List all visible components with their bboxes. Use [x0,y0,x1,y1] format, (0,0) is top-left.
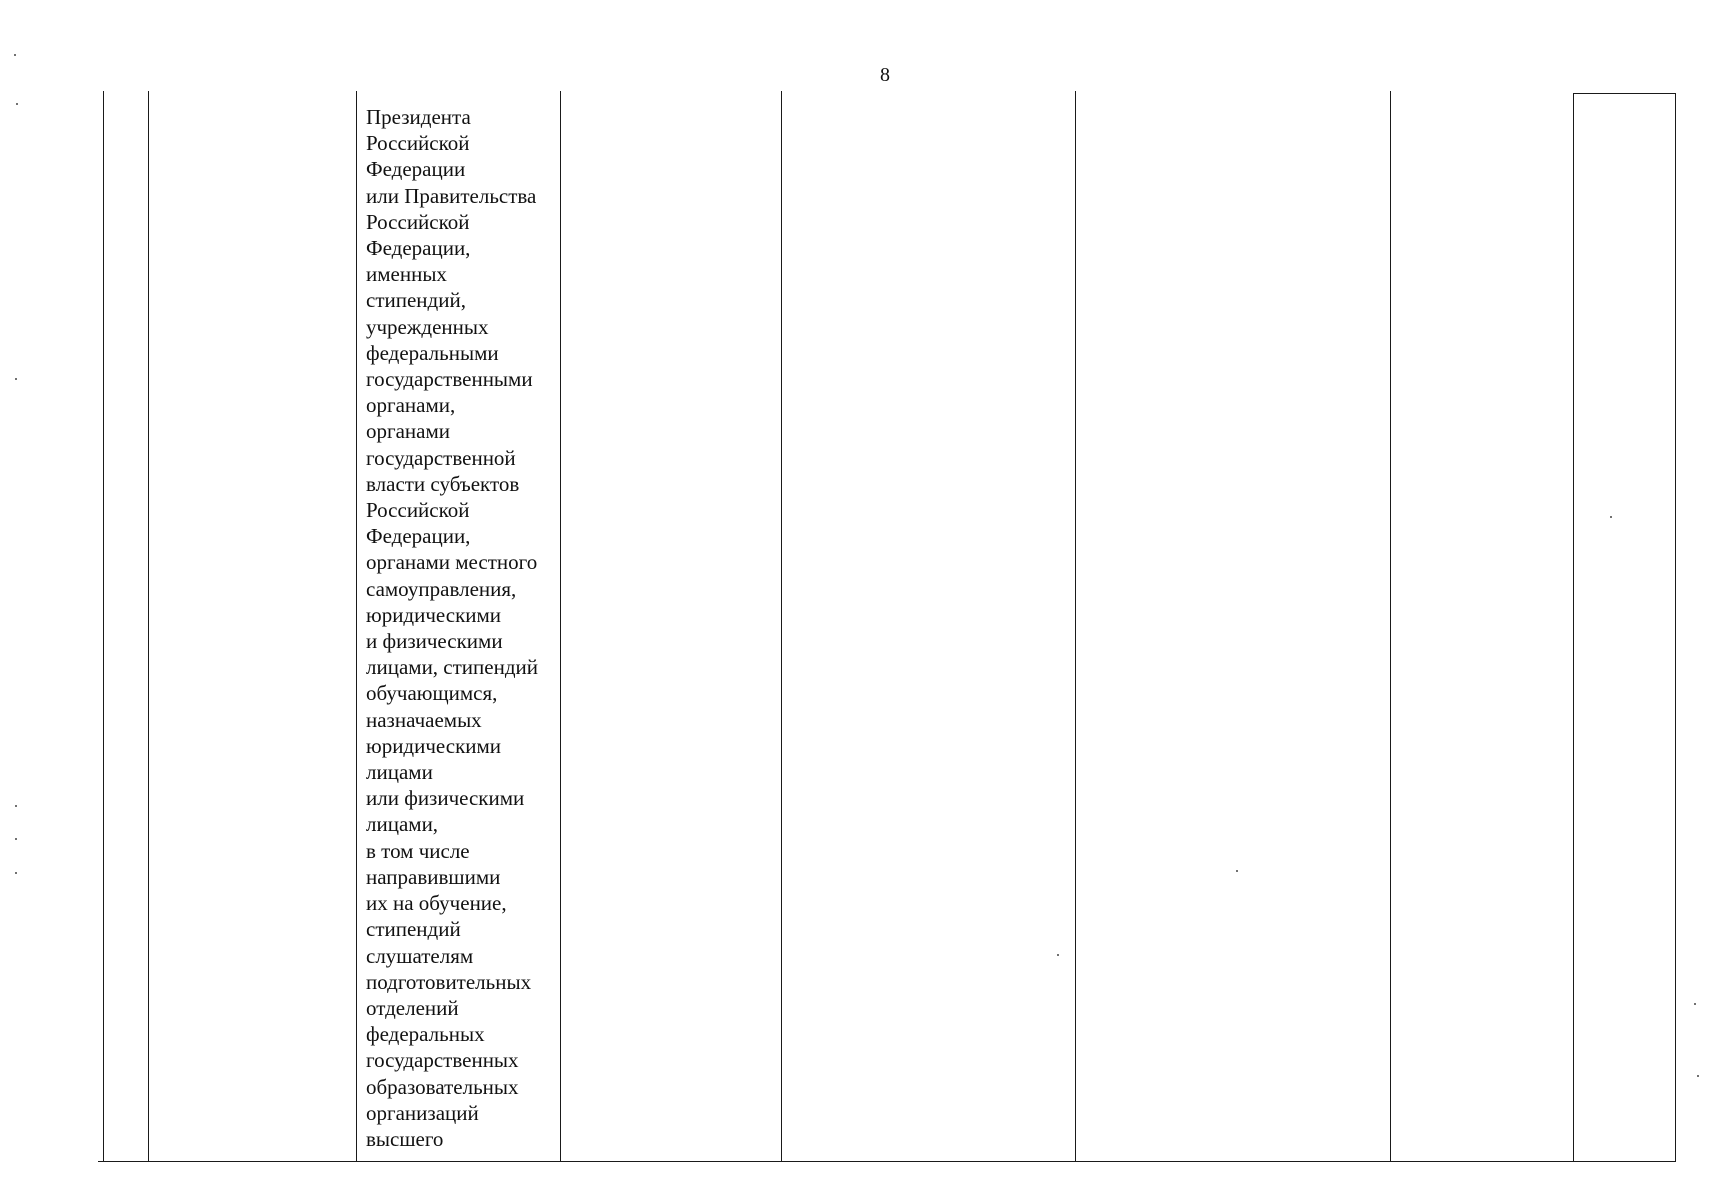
table-column-divider-5 [1075,91,1076,1161]
page-number: 8 [880,64,890,86]
scan-speck [14,54,16,56]
scan-speck [1610,516,1612,518]
scan-speck [1694,1003,1696,1005]
scan-speck [15,378,17,380]
table-column-divider-1 [148,91,149,1161]
table-border-right [1675,93,1676,1161]
table-cell-description: Президента Российской Федерации или Правительства Российской Федерации, именных стипендий, учрежденных федеральными государственными органами, органами государственной власти субъектов Российской Федерации, органами местного самоуправления, юридическими и физическими лицами, стипендий обучающимся, назначаемых юридическими лицами или физическими лицами, в том числе направившими их на обучение, стипендий слушателям подготовительных отделений федеральных государственных образовательных организаций высшего [366,105,538,1151]
table-column-divider-4 [781,91,782,1161]
table-column-divider-7 [1573,93,1574,1161]
scan-speck [1057,954,1059,956]
scan-speck [1236,870,1238,872]
scan-speck [15,838,17,840]
scan-speck [1697,1075,1699,1077]
table-bottom-border [98,1161,1676,1162]
table-column-divider-6 [1390,91,1391,1161]
scan-speck [16,103,18,105]
table-top-border-last-column [1573,93,1676,94]
scan-speck [15,805,17,807]
scan-speck [15,872,17,874]
table-border-left [103,91,104,1161]
table-column-divider-2 [356,91,357,1161]
